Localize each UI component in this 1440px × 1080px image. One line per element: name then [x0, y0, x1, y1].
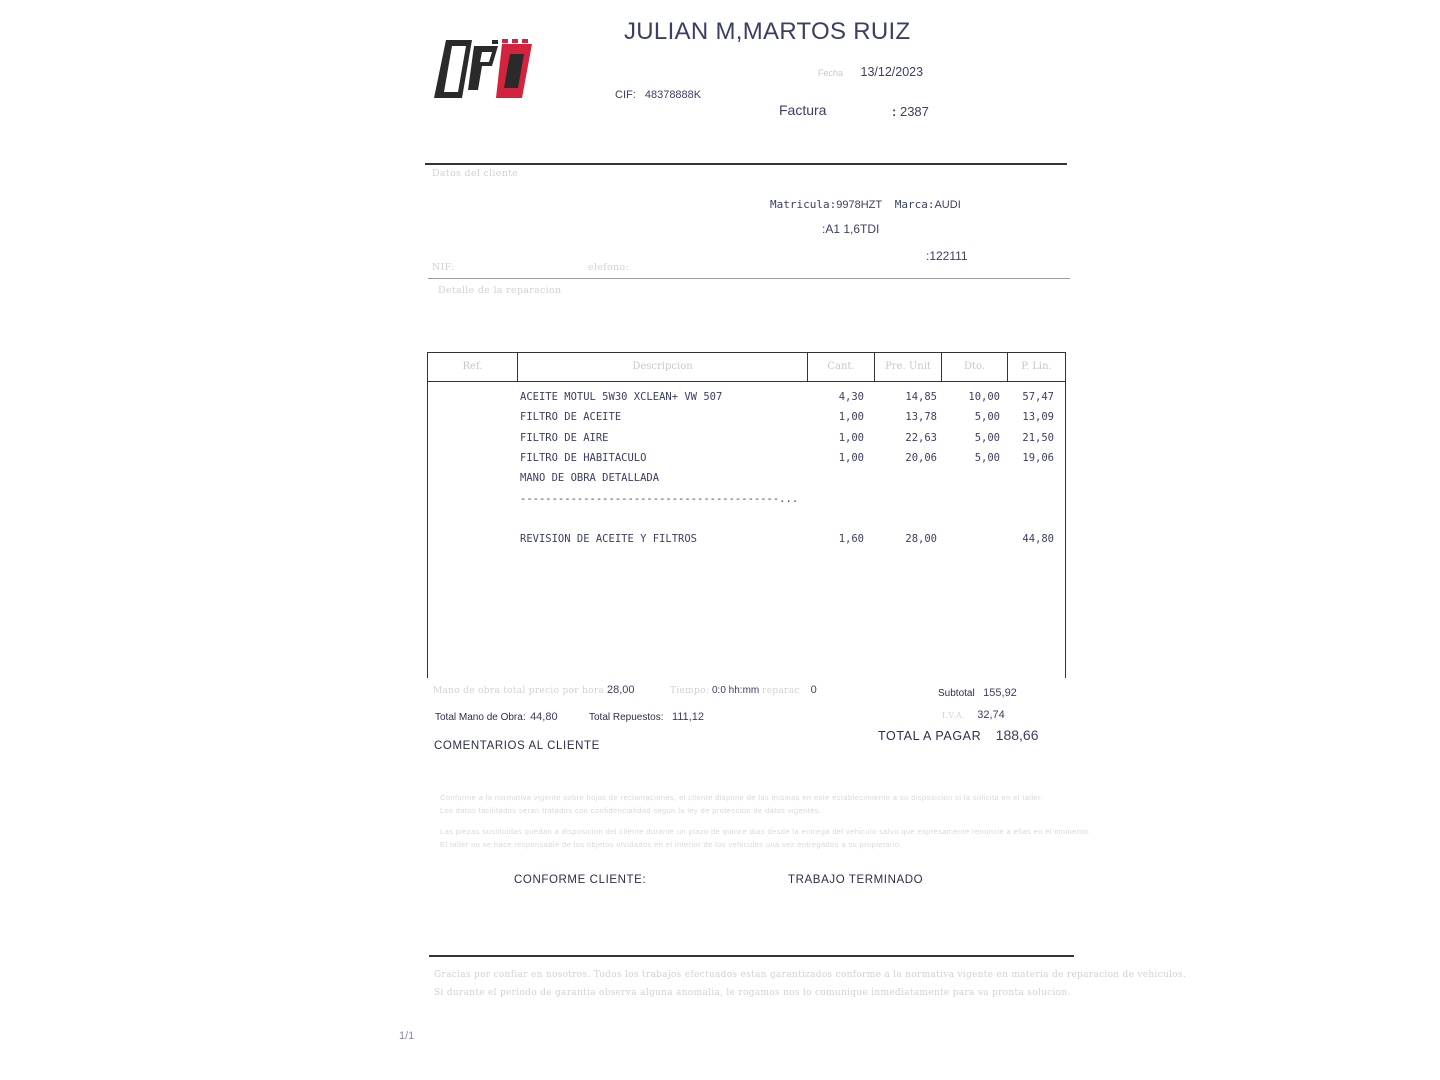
footer-line-1: Gracias por confiar en nosotros. Todos los trabajos efectuados estan garantizados conforme a la normativa vigente en materia de reparacion de vehiculos.	[434, 970, 1187, 980]
cell-desc: -----------------------------------------...	[520, 492, 799, 505]
cell-desc: MANO DE OBRA DETALLADA	[520, 472, 660, 485]
mano-obra-label: Total Mano de Obra:	[435, 712, 526, 723]
table-row	[428, 391, 1065, 411]
marca-label: Marca:	[894, 198, 935, 211]
cell-cant: 4,30	[838, 391, 864, 403]
factura-colon: :	[892, 104, 897, 119]
table-row	[428, 452, 1065, 472]
cell-total: 21,50	[1022, 431, 1054, 444]
cell-cant: 1,00	[838, 411, 864, 424]
matricula-label: Matricula:	[770, 198, 837, 211]
mano-obra	[435, 707, 558, 725]
footer-divider	[429, 955, 1074, 957]
cell-precio: 14,85	[905, 391, 937, 403]
datos-cliente-label: Datos del cliente	[432, 168, 519, 179]
cell-precio: 20,06	[905, 451, 937, 464]
factura-label: Factura	[779, 102, 827, 118]
tiempo-label: Tiempo:	[670, 686, 710, 696]
trabajo-terminado: TRABAJO TERMINADO	[788, 874, 924, 886]
subtotal-label: Subtotal	[938, 688, 975, 699]
col-total: P. Lin.	[1021, 361, 1052, 372]
col-descripcion: Descripcion	[518, 353, 808, 381]
total-value: 188,66	[995, 727, 1039, 743]
header-divider	[425, 163, 1067, 165]
cell-total: 44,80	[1022, 533, 1054, 546]
table-row	[428, 432, 1065, 452]
client-divider	[428, 278, 1070, 279]
matricula-marca	[770, 198, 961, 211]
cif-label: CIF:	[615, 89, 636, 101]
telefono-label: elefono:	[588, 262, 629, 273]
legal-line-3: Las piezas sustituidas quedan a disposicion del cliente durante un plazo de quince dias desde la entrega del vehiculo salvo que expresamente renuncie a ellas en el momento.	[440, 827, 1091, 836]
cell-desc: FILTRO DE AIRE	[520, 431, 609, 444]
workshop-logo-icon	[432, 38, 538, 100]
table-row	[428, 472, 1065, 492]
col-precio: Pre. Unit	[875, 353, 942, 381]
cell-desc: ACEITE MOTUL 5W30 XCLEAN+ VW 507	[520, 391, 723, 403]
precio-hora-label: Mano de obra total precio por hora	[433, 686, 605, 696]
cell-total: 19,06	[1022, 451, 1054, 464]
legal-line-2: Los datos facilitados seran tratados con confidencialidad segun la ley de proteccion de datos vigentes.	[440, 806, 822, 815]
company-name: JULIAN M,MARTOS RUIZ	[624, 18, 911, 45]
cell-cant: 1,00	[838, 431, 864, 444]
iva-value: 32,74	[977, 709, 1005, 721]
cif-value: 48378888K	[644, 89, 702, 101]
legal-line-4: El taller no se hace responsable de los objetos olvidados en el interior de los vehiculos una vez entregados a su propietario.	[440, 840, 902, 849]
cell-total: 57,47	[1022, 391, 1054, 403]
km-value: :122111	[926, 249, 968, 263]
factura-number	[892, 104, 929, 119]
items-table	[427, 352, 1066, 678]
mano-obra-value: 44,80	[530, 711, 558, 723]
cell-precio: 13,78	[905, 411, 937, 424]
matricula-value: 9978HZT	[836, 199, 883, 211]
cell-desc: REVISION DE ACEITE Y FILTROS	[520, 533, 698, 546]
page-number: 1/1	[399, 1030, 415, 1042]
precio-hora	[433, 684, 635, 696]
total-pagar	[878, 727, 1039, 745]
marca-value: AUDI	[934, 199, 961, 211]
iva	[942, 705, 1005, 723]
col-dto: Dto.	[942, 353, 1008, 381]
table-row	[428, 411, 1065, 431]
subtotal	[938, 683, 1017, 701]
cell-dto: 5,00	[974, 411, 1000, 424]
cell-desc: FILTRO DE HABITACULO	[520, 451, 647, 464]
table-row	[428, 533, 1065, 553]
subtotal-value: 155,92	[983, 687, 1017, 699]
factura-value: 2387	[899, 104, 929, 119]
cell-precio: 22,63	[905, 431, 937, 444]
repuestos-label: Total Repuestos:	[589, 712, 664, 723]
comentarios-label: COMENTARIOS AL CLIENTE	[434, 740, 600, 752]
cell-dto: 5,00	[974, 431, 1000, 444]
table-row	[428, 513, 1065, 533]
cell-dto: 10,00	[968, 391, 1000, 403]
table-row	[428, 493, 1065, 513]
tiempo-value: 0:0 hh:mm	[711, 685, 760, 696]
total-label: TOTAL A PAGAR	[878, 729, 982, 743]
cell-desc: FILTRO DE ACEITE	[520, 411, 622, 424]
table-header	[428, 353, 1065, 382]
footer-line-2: Si durante el periodo de garantia observa alguna anomalia, le rogamos nos lo comunique inmediatamente para su pronta solucion.	[434, 988, 1071, 998]
fecha	[818, 65, 923, 79]
fecha-value: 13/12/2023	[860, 65, 924, 79]
conforme-cliente: CONFORME CLIENTE:	[514, 874, 647, 886]
cell-cant: 1,00	[838, 451, 864, 464]
tiempo-extra-value: 0	[810, 684, 817, 696]
iva-label: I.V.A.	[942, 711, 965, 720]
cif	[615, 89, 701, 101]
table-end	[427, 678, 428, 680]
modelo-value: :A1 1,6TDI	[822, 222, 880, 236]
col-cant: Cant.	[808, 353, 875, 381]
tiempo-extra-label: reparac	[762, 686, 800, 696]
repuestos	[589, 707, 704, 725]
cell-precio: 28,00	[905, 533, 937, 546]
precio-hora-value: 28,00	[607, 684, 635, 696]
cell-total: 13,09	[1022, 411, 1054, 424]
cell-cant: 1,60	[838, 533, 864, 546]
cell-dto: 5,00	[974, 451, 1000, 464]
col-ref: Ref.	[428, 353, 518, 381]
fecha-label: Fecha	[818, 68, 844, 78]
nif-label: NIF:	[432, 262, 455, 273]
tiempo	[670, 684, 817, 696]
reparacion-label: Detalle de la reparacion	[438, 285, 562, 296]
legal-line-1: Conforme a la normativa vigente sobre hojas de reclamaciones, el cliente dispone de las mismas en este establecimiento a su disposicion si la solicita en el taller.	[440, 793, 1043, 802]
repuestos-value: 111,12	[671, 711, 704, 723]
